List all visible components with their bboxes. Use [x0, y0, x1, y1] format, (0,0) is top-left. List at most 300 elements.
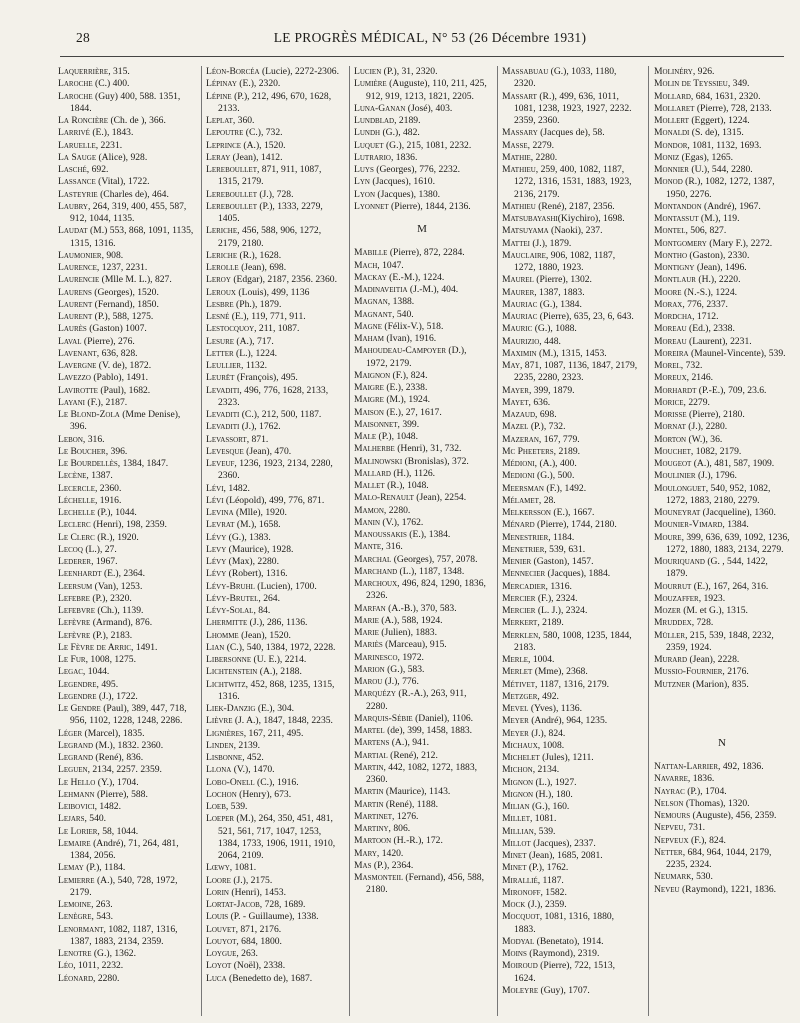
index-entry [502, 813, 638, 825]
entry-pages: (Ph.), 1879. [233, 298, 282, 310]
index-entry [58, 115, 194, 127]
index-entry [58, 446, 194, 458]
index-entry [502, 936, 638, 948]
entry-pages: (Pierre), 728, 2133. [694, 102, 772, 114]
entry-pages: (A.), 588, 1924. [378, 614, 443, 626]
index-entry [654, 470, 790, 482]
index-entry [58, 66, 194, 78]
entry-name: Morax, [654, 298, 685, 310]
index-entry [354, 517, 490, 529]
entry-pages: (P.), 2320. [89, 592, 132, 604]
entry-name: Médioni, [502, 458, 538, 469]
entry-pages: 1836. [393, 151, 418, 163]
index-entry [58, 483, 194, 495]
index-entry [654, 507, 790, 519]
index-entry [354, 713, 490, 725]
index-entry [58, 397, 194, 409]
entry-pages: 1836. [690, 773, 715, 785]
entry-pages: 806. [390, 823, 411, 834]
entry-pages: 264, 319, 400, 455, 587, 912, 1044, 1135. [70, 200, 187, 224]
entry-name: Luys [354, 164, 374, 175]
entry-name: Martin [354, 786, 384, 798]
entry-pages: (Raymond), 1221, 1836. [679, 883, 777, 895]
entry-pages: (Mlle), 1920. [233, 507, 287, 518]
entry-pages: (Henri), 198, 2359. [90, 519, 167, 531]
entry-pages: (Fernand), 1850. [92, 298, 159, 310]
index-entry [654, 761, 790, 773]
index-entry [654, 483, 790, 508]
index-entry [354, 370, 490, 382]
entry-pages: 349. [730, 78, 750, 90]
entry-name: Lévy-Solal, [206, 605, 256, 616]
index-entry [58, 568, 194, 580]
index-entry [354, 152, 490, 164]
index-entry [206, 115, 342, 127]
entry-pages: (A.), 400. [537, 458, 577, 469]
entry-name: Minet [502, 862, 527, 874]
entry-name: Lasteyrie [58, 188, 98, 200]
index-entry [502, 409, 638, 421]
index-entry [654, 847, 790, 872]
index-entry [354, 419, 490, 431]
entry-pages: (R.), 1082, 1272, 1387, 1950, 2276. [666, 176, 775, 200]
entry-pages: (P.), 1333, 2279, 1405. [218, 200, 323, 224]
entry-name: Milian [502, 801, 530, 812]
entry-pages: 167, 779. [541, 433, 580, 445]
entry-name: Nattan-Larrier, [654, 761, 721, 772]
entry-name: Montlaur [654, 274, 696, 286]
index-entry [502, 532, 638, 544]
index-entry [206, 336, 342, 348]
entry-name: Lenègre, [58, 911, 94, 923]
index-entry [654, 103, 790, 115]
index-entry [354, 345, 490, 370]
entry-pages: 1044. [85, 666, 110, 678]
entry-name: Laurent [58, 298, 93, 310]
entry-pages: (Jacques), 1380. [375, 188, 441, 200]
entry-pages: (Auguste), 110, 211, 425, 912, 919, 1213, 1821, 2205. [366, 78, 487, 102]
entry-pages: 1972. [399, 651, 424, 663]
entry-pages: 1712. [694, 311, 719, 322]
index-entry [58, 262, 194, 274]
index-entry [58, 299, 194, 311]
entry-pages: (A.), 717. [234, 335, 274, 347]
entry-name: Molinéry, [654, 66, 696, 77]
index-entry [354, 652, 490, 664]
entry-pages: 1187, 1316, 2179. [537, 678, 610, 690]
index-entry [354, 627, 490, 639]
entry-pages: (P.), 732. [528, 421, 566, 433]
entry-name: Legac, [58, 666, 86, 678]
entry-pages: 1316. [547, 580, 572, 592]
index-entry [206, 642, 342, 654]
entry-pages: (E.), 2320. [236, 78, 281, 90]
entry-name: Martens [354, 737, 390, 749]
entry-name: Merlet [502, 666, 533, 678]
entry-name: Lavirotte [58, 384, 98, 396]
entry-name: May, [502, 360, 523, 371]
entry-name: Larrivé [58, 127, 90, 139]
entry-pages: (René), 212. [387, 749, 438, 761]
entry-pages: (A.), 1520. [241, 139, 286, 151]
index-entry [502, 360, 638, 385]
entry-name: Marfan [354, 602, 386, 614]
entry-name: Lutrario, [354, 151, 394, 163]
entry-name: Mocquot, [502, 911, 543, 923]
entry-pages: (H.-R.), 172. [391, 835, 443, 847]
entry-pages: (R.), 499, 636, 1011, 1081, 1238, 1923, 1927, 2232. 2359, 2360. [514, 90, 632, 126]
entry-pages: 215, 539, 1848, 2232, 2359, 1924. [666, 629, 774, 653]
entry-pages: (Benedetto de), 1687. [226, 972, 313, 984]
entry-pages: 2360. [97, 482, 122, 494]
entry-pages: (Pierre), 276. [81, 335, 135, 347]
index-entry [206, 581, 342, 593]
entry-pages: 1132. [243, 360, 268, 371]
entry-name: Malherbe [354, 443, 395, 455]
entry-pages: (C.), 212, 500, 1187. [239, 409, 322, 420]
index-entry [354, 639, 490, 651]
entry-name: Laurent [58, 311, 93, 322]
entry-pages: (G.), 1362. [91, 948, 136, 959]
index-entry [502, 752, 638, 764]
entry-pages: 1082, 1187, 1316, 1387, 1883, 2134, 2359. [70, 923, 178, 947]
index-entry [58, 899, 194, 911]
entry-name: Lévy [206, 568, 227, 580]
entry-name: Lundblad, [354, 115, 397, 126]
entry-name: Molin de Teyssieu, [654, 78, 731, 90]
index-entry [502, 421, 638, 433]
entry-pages: (M.), 1315, 1453. [536, 347, 607, 359]
entry-pages: 540. [86, 813, 107, 825]
entry-name: Lavergne [58, 360, 97, 371]
entry-pages: (G. , 544, 1422, 1879. [666, 556, 768, 580]
entry-name: Lereboullet, [206, 164, 260, 175]
entry-pages: (Jean), 1412. [230, 151, 283, 163]
entry-pages: (J.), 776. [382, 676, 419, 687]
index-entry [654, 213, 790, 225]
entry-name: Martoon [354, 835, 392, 847]
entry-name: Lejars, [58, 813, 87, 825]
index-entry [354, 431, 490, 443]
index-entry [58, 348, 194, 360]
entry-name: Moniz [654, 151, 680, 163]
entry-pages: (J.), 2280. [685, 421, 728, 433]
index-entry [354, 407, 490, 419]
index-entry [58, 532, 194, 544]
entry-name: Lévy-Brutel, [206, 592, 261, 604]
entry-name: Marchoux, [354, 578, 400, 589]
entry-name: Moreux, [654, 372, 690, 384]
entry-pages: (E.), 2338. [383, 382, 428, 393]
index-entry [354, 189, 490, 201]
entry-name: Navarre, [654, 773, 691, 785]
entry-name: Moreau [654, 323, 687, 335]
entry-pages: 211, 1087. [256, 323, 300, 335]
entry-pages: (Naoki), 237. [548, 225, 603, 237]
index-entry [502, 691, 638, 703]
entry-name: Mauric [502, 323, 533, 335]
entry-pages: 1236, 1923, 2134, 2280, 2360. [218, 458, 333, 482]
index-columns [58, 66, 794, 1016]
entry-name: Lépine [206, 90, 232, 102]
entry-name: Massary [502, 127, 538, 139]
entry-pages: (Léopold), 499, 776, 871. [223, 494, 325, 506]
entry-name: Minet [502, 850, 527, 861]
entry-pages: (Mlle M. L.), 827. [99, 274, 172, 286]
entry-name: Lyon [354, 188, 376, 200]
entry-name: Mathieu [502, 200, 536, 212]
entry-pages: 1004. [530, 654, 555, 665]
entry-name: Loyot [206, 960, 232, 972]
entry-pages: 456, 588, 906, 1272, 2179, 2180. [218, 225, 322, 249]
entry-pages: (Pierre), 722, 1513, 1624. [514, 960, 616, 984]
entry-pages: (Gaston), 1457. [531, 556, 594, 567]
entry-name: Loygue, [206, 948, 239, 959]
entry-pages: (Egas), 1265. [679, 151, 734, 163]
entry-name: Mc Pheeters, [502, 445, 557, 457]
entry-name: Moreau [654, 335, 687, 347]
index-entry [502, 911, 638, 936]
index-entry [206, 421, 342, 433]
index-entry [354, 554, 490, 566]
entry-name: Lhermitte [206, 617, 248, 629]
entry-pages: 2189. [396, 115, 421, 126]
entry-name: Maison [354, 406, 384, 418]
entry-pages: 1081. [232, 862, 257, 874]
index-entry [654, 164, 790, 176]
entry-pages: 2280. [533, 151, 558, 163]
entry-name: Lucien [354, 66, 382, 77]
entry-name: Monnier [654, 164, 689, 175]
entry-pages: 1482. [225, 482, 250, 494]
entry-pages: (Robert), 1316. [226, 568, 288, 580]
index-entry [206, 519, 342, 531]
index-entry [654, 519, 790, 531]
entry-name: Léon-Borcéa [206, 66, 260, 77]
entry-pages: (Marcel), 1835. [82, 727, 145, 739]
entry-name: Lévy [206, 531, 227, 543]
entry-pages: (F.), 1492. [543, 482, 587, 494]
entry-pages: (U.), 544, 2280. [688, 164, 753, 175]
index-entry [58, 127, 194, 139]
entry-name: Luquet [354, 139, 384, 151]
index-entry [502, 654, 638, 666]
entry-name: Mathie, [502, 151, 534, 163]
index-entry [354, 296, 490, 308]
index-entry [58, 458, 194, 470]
entry-name: Morton [654, 433, 687, 445]
entry-name: Millian, [502, 825, 537, 837]
index-entry [206, 274, 342, 286]
entry-name: Lyonnet [354, 200, 389, 212]
entry-name: La Roncière [58, 115, 109, 126]
index-entry [206, 262, 342, 274]
index-entry [206, 666, 342, 678]
entry-pages: (G.), 1088. [532, 323, 577, 335]
entry-pages: (J.), 1879. [529, 237, 572, 249]
entry-pages: 636. [530, 396, 551, 408]
entry-name: Merle, [502, 654, 531, 665]
entry-name: Marie [354, 627, 379, 638]
entry-pages: 448. [541, 335, 561, 347]
entry-pages: 1916. [97, 494, 122, 506]
index-entry [58, 91, 194, 116]
index-entry [206, 201, 342, 226]
entry-pages: (Guy) 400, 588. 1351, 1844. [70, 90, 181, 114]
page-number: 28 [76, 30, 91, 45]
entry-name: Lefèvre [58, 629, 91, 641]
index-entry [206, 385, 342, 410]
entry-name: Levassort, [206, 433, 250, 445]
entry-name: Lisbonne, [206, 752, 245, 763]
index-entry [354, 566, 490, 578]
index-entry [58, 360, 194, 372]
index-entry [354, 688, 490, 713]
entry-pages: (Mme), 2368. [532, 666, 588, 678]
index-entry [654, 176, 790, 201]
index-entry [58, 911, 194, 923]
entry-pages: (Max), 2280. [226, 556, 280, 567]
entry-name: Lesné [206, 311, 230, 322]
entry-pages: (Marceau), 915. [382, 639, 447, 651]
entry-pages: (Eggert), 1224. [688, 115, 750, 126]
index-entry [206, 777, 342, 789]
entry-pages: (F.), 824. [688, 834, 726, 846]
index-entry [58, 225, 194, 250]
index-entry [206, 936, 342, 948]
entry-name: Mallard [354, 467, 391, 479]
entry-pages: (Lucie), 2272-2306. [259, 66, 339, 77]
entry-name: Liek-Danzig [206, 703, 256, 714]
entry-pages: (Noël), 2338. [231, 960, 286, 972]
entry-pages: (A.), 481, 587, 1909. [691, 458, 775, 469]
entry-pages: (René), 2187, 2356. [535, 200, 615, 212]
index-entry [654, 66, 790, 78]
entry-pages: 2280. [386, 504, 411, 516]
entry-name: Ménard [502, 519, 535, 531]
entry-pages: (Benetato), 1914. [534, 935, 604, 947]
entry-name: Lévy-Bruhl [206, 580, 255, 592]
entry-pages: (E.), 2364. [101, 568, 146, 580]
index-entry [654, 91, 790, 103]
index-entry [654, 287, 790, 299]
entry-name: Meyer [502, 727, 529, 739]
index-entry [58, 973, 194, 985]
entry-name: Mordcha, [654, 311, 695, 322]
entry-pages: 692. [89, 164, 109, 175]
entry-name: Mougeot [654, 458, 692, 469]
index-entry [654, 556, 790, 581]
entry-name: Murard [654, 654, 688, 665]
entry-pages: (E.), 27, 1617. [383, 406, 442, 418]
entry-name: Montel, [654, 225, 688, 237]
index-entry [654, 323, 790, 335]
entry-name: Levaditi, [206, 384, 242, 396]
index-entry [654, 421, 790, 433]
index-entry [354, 750, 490, 762]
entry-pages: (A.), 540, 728, 1972, 2179. [70, 874, 178, 898]
entry-pages: 315. [110, 66, 130, 77]
index-entry [58, 924, 194, 949]
entry-name: Lecercle, [58, 482, 98, 494]
entry-pages: (M.), 1924. [383, 394, 431, 406]
entry-name: Mignon [502, 776, 534, 788]
index-entry [58, 544, 194, 556]
entry-pages: 1081, 1132, 1693. [689, 139, 762, 151]
entry-pages: (Pierre), 1302. [533, 274, 592, 286]
entry-pages: 2134, 2257. 2359. [89, 764, 162, 776]
entry-name: Morhardt [654, 384, 697, 396]
entry-name: Masmonteil [354, 872, 403, 883]
index-entry [206, 764, 342, 776]
entry-pages: (Pierre), 635, 23, 6, 643. [537, 311, 634, 322]
index-entry [58, 642, 194, 654]
index-entry [502, 385, 638, 397]
entry-name: Laurès [58, 323, 87, 335]
index-entry [354, 823, 490, 835]
entry-name: Léo, [58, 960, 76, 972]
entry-pages: (Van), 1253. [92, 580, 143, 592]
entry-name: Lièvre [206, 715, 233, 727]
index-entry [58, 593, 194, 605]
entry-name: Lévy [206, 556, 227, 567]
index-entry [206, 752, 342, 764]
entry-name: Mozer [654, 605, 681, 616]
entry-name: Louyot, [206, 935, 239, 947]
entry-pages: 2189. [539, 617, 564, 629]
index-entry [354, 201, 490, 213]
entry-pages: 732. [683, 360, 703, 371]
index-entry [58, 654, 194, 666]
index-entry [354, 664, 490, 676]
entry-name: Lavezzo [58, 372, 91, 384]
entry-pages: (J.), 1796. [695, 470, 737, 482]
entry-name: Loore [206, 874, 231, 886]
index-entry [502, 507, 638, 519]
index-entry [354, 260, 490, 272]
entry-name: Laubry, [58, 200, 91, 212]
entry-name: La Sauge [58, 151, 97, 163]
entry-name: Metzger, [502, 690, 540, 702]
entry-pages: (Gaston) 1007. [86, 323, 147, 335]
entry-pages: (Félix-V.), 518. [381, 320, 444, 332]
index-entry [502, 617, 638, 629]
entry-name: Mruddex, [654, 617, 695, 629]
entry-name: Lévi, [206, 482, 226, 494]
index-entry [206, 960, 342, 972]
entry-pages: (E.), 1843. [89, 127, 134, 139]
entry-pages: (Jacqueline), 1360. [700, 507, 776, 518]
entry-name: Netter, [654, 846, 686, 858]
entry-name: Mouzaffer, [654, 592, 702, 604]
index-entry [502, 544, 638, 556]
entry-pages: (Auguste), 456, 2359. [690, 810, 777, 821]
index-entry [58, 78, 194, 90]
index-entry [206, 250, 342, 262]
entry-pages: (E.), 167, 264, 316. [691, 580, 769, 592]
index-entry [206, 507, 342, 519]
entry-name: Magne [354, 320, 382, 332]
index-entry [206, 801, 342, 813]
entry-pages: 316. [383, 541, 403, 553]
entry-name: Lefèvre [58, 617, 91, 629]
entry-name: Maigre [354, 382, 384, 393]
entry-pages: (Jean), 698. [238, 262, 287, 273]
index-entry [58, 862, 194, 874]
index-entry [502, 948, 638, 960]
entry-pages: 1081. [532, 813, 557, 825]
entry-pages: (Bronislas), 372. [402, 455, 469, 467]
